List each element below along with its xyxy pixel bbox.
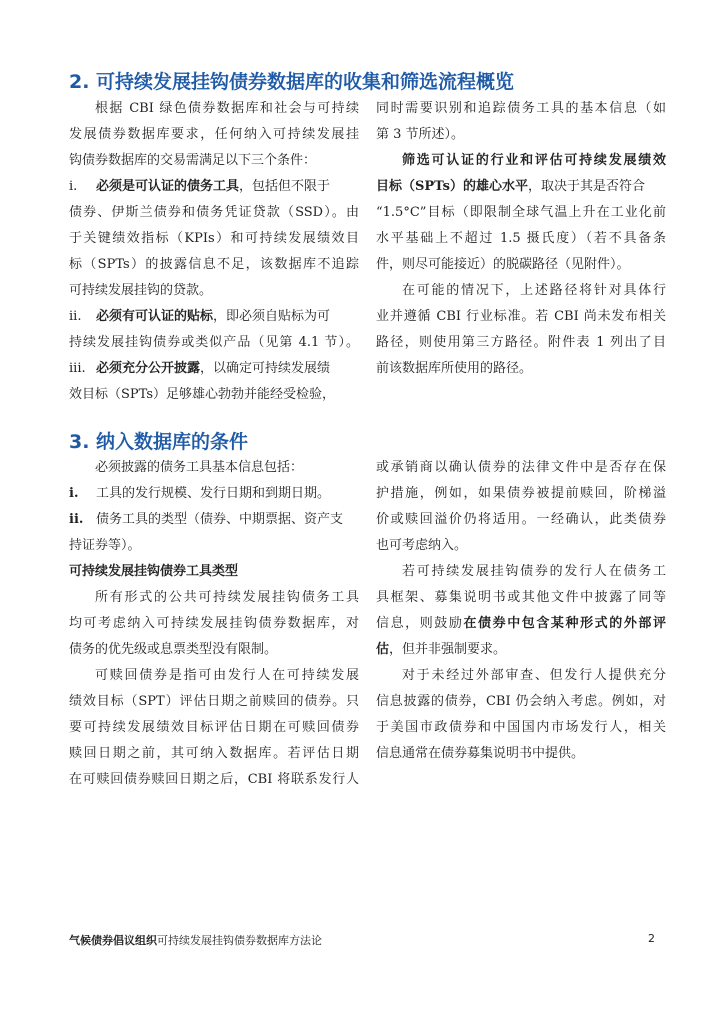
bold-line: 筛选可认证的行业和评估可持续发展绩效 [402, 153, 666, 168]
page-number: 2 [648, 932, 655, 945]
subheading: 可持续发展挂钩债券工具类型 [69, 564, 239, 579]
footer-org-name: 气候债券倡议组织 [69, 934, 157, 947]
paragraph-line: 债务的优先级或息票类型没有限制。 [69, 642, 278, 657]
paragraph-line: 于美国市政债券和中国国内市场发行人，相关 [376, 720, 666, 735]
paragraph-text: ，即必须自贴标为可 [213, 309, 331, 324]
paragraph-line: 发展债券数据库要求，任何纳入可持续发展挂 [69, 127, 359, 142]
list-number: iii. [69, 361, 86, 376]
list-item-ii [69, 304, 359, 330]
paragraph-line: 水平基础上不超过 1.5 摄氏度）（若不具备条 [376, 231, 666, 246]
paragraph-line: 持证券等）。 [69, 538, 141, 553]
paragraph-line [376, 611, 666, 637]
list-item-ii [69, 507, 359, 533]
paragraph-line: 必须披露的债务工具基本信息包括： [95, 460, 304, 475]
paragraph-line: 同时需要识别和追踪债务工具的基本信息（如 [376, 101, 666, 116]
section-3-left-column [69, 455, 359, 793]
paragraph-text: ，包括但不限于 [239, 179, 331, 194]
bold-phrase: 必须是可认证的债务工具 [96, 179, 240, 194]
paragraph-line: 钩债券数据库的交易需满足以下三个条件： [69, 153, 317, 168]
paragraph-text: ，但并非强制要求。 [389, 642, 507, 657]
paragraph-line: 信息通常在债券募集说明书中提供。 [376, 746, 585, 761]
paragraph-line: 价或赎回溢价仍将适用。一经确认，此类债券 [376, 512, 666, 527]
paragraph-line: 业并遵循 CBI 行业标准。若 CBI 尚未发布相关 [376, 309, 666, 324]
paragraph-line: 路径，则使用第三方路径。附件表 1 列出了目 [376, 335, 666, 350]
list-number: i. [69, 179, 78, 194]
paragraph-line: 要可持续发展绩效目标评估日期在可赎回债券 [69, 720, 359, 735]
paragraph-line: 或承销商以确认债券的法律文件中是否存在保 [376, 460, 666, 475]
paragraph-text: ，以确定可持续发展绩 [200, 361, 331, 376]
paragraph-line [376, 174, 666, 200]
bold-phrase: 估 [376, 642, 390, 657]
paragraph-line: 前该数据库所使用的路径。 [376, 361, 533, 376]
paragraph-line: 效目标（SPTs）足够雄心勃勃并能经受检验， [69, 387, 336, 402]
paragraph-line: 债券、伊斯兰债券和债务凭证贷款（SSD）。由 [69, 205, 359, 220]
paragraph-line: 所有形式的公共可持续发展挂钩债务工具 [95, 590, 359, 605]
paragraph-text: ，取决于其是否符合 [527, 179, 645, 194]
bold-phrase: 必须充分公开披露 [96, 361, 201, 376]
paragraph-line: 均可考虑纳入可持续发展挂钩债券数据库，对 [69, 616, 359, 631]
section-3-right-column [376, 455, 666, 767]
paragraph-line: 信息披露的债券，CBI 仍会纳入考虑。例如，对 [376, 694, 666, 709]
paragraph-line [376, 637, 666, 663]
list-number: ii. [69, 512, 84, 527]
list-number: ii. [69, 309, 82, 324]
paragraph-text: 债务工具的类型（债券、中期票据、资产支 [96, 512, 344, 527]
section-2-title: 2. 可持续发展挂钩债券数据库的收集和筛选流程概览 [69, 71, 515, 93]
paragraph-line: 在可能的情况下，上述路径将针对具体行 [402, 283, 666, 298]
paragraph-line: 根据 CBI 绿色债券数据库和社会与可持续 [95, 101, 359, 116]
paragraph-line: 于关键绩效指标（KPIs）和可持续发展绩效目 [69, 231, 359, 246]
bold-phrase: 必须有可认证的贴标 [96, 309, 214, 324]
section-2-right-column [376, 96, 666, 382]
paragraph-line: 在可赎回债券赎回日期之后，CBI 将联系发行人 [69, 772, 359, 787]
section-3-title: 3. 纳入数据库的条件 [69, 431, 249, 453]
paragraph-line: 护措施，例如，如果债券被提前赎回，阶梯溢 [376, 486, 666, 501]
paragraph-line: 绩效目标（SPT）评估日期之前赎回的债券。只 [69, 694, 359, 709]
paragraph-line: 赎回日期之前，其可纳入数据库。若评估日期 [69, 746, 359, 761]
paragraph-line: 对于未经过外部审查、但发行人提供充分 [402, 668, 666, 683]
list-item-iii [69, 356, 359, 382]
paragraph-line: 持续发展挂钩债券或类似产品（见第 4.1 节）。 [69, 335, 359, 350]
paragraph-line: 也可考虑纳入。 [376, 538, 468, 553]
bold-phrase: 在债券中包含某种形式的外部评 [463, 616, 666, 631]
footer-doc-title: 可持续发展挂钩债券数据库方法论 [157, 934, 322, 947]
paragraph-line: 第 3 节所述）。 [376, 127, 465, 142]
paragraph-line: 可赎回债券是指可由发行人在可持续发展 [95, 668, 359, 683]
paragraph-line: “1.5°C”目标（即限制全球气温上升在工业化前 [376, 205, 666, 220]
paragraph-line: 标（SPTs）的披露信息不足，该数据库不追踪 [69, 257, 359, 272]
page-footer [69, 932, 655, 952]
list-item-i [69, 481, 359, 507]
paragraph-line: 件，则尽可能接近）的脱碳路径（见附件）。 [376, 257, 630, 272]
paragraph-text: 工具的发行规模、发行日期和到期日期。 [96, 486, 331, 501]
list-number: i. [69, 486, 79, 501]
paragraph-line: 具框架、募集说明书或其他文件中披露了同等 [376, 590, 666, 605]
paragraph-line: 可持续发展挂钩的贷款。 [69, 283, 213, 298]
paragraph-text: 信息，则鼓励 [376, 616, 464, 631]
bold-phrase: 目标（SPTs）的雄心水平 [376, 179, 528, 194]
paragraph-line: 若可持续发展挂钩债券的发行人在债务工 [402, 564, 666, 579]
list-item-i [69, 174, 359, 200]
section-2-left-column [69, 96, 359, 408]
